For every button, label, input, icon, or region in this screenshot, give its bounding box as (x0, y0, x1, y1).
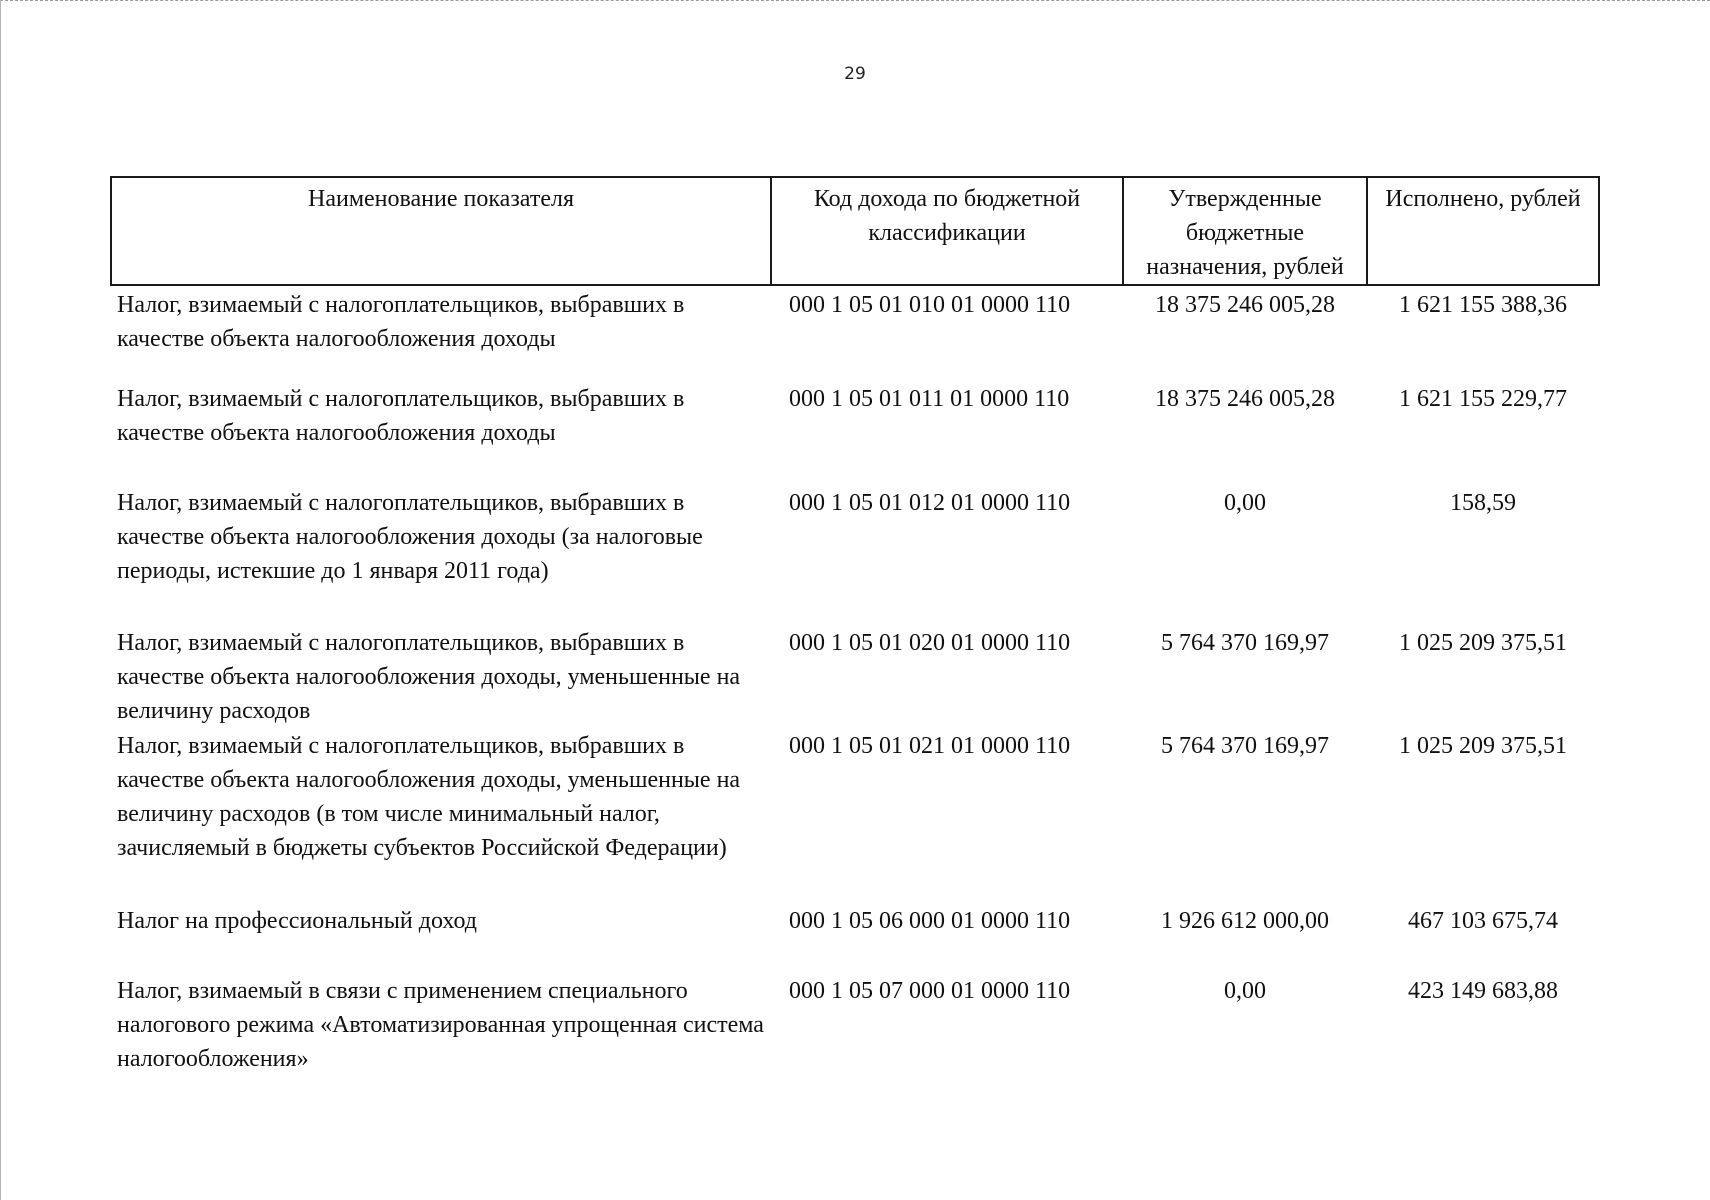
row-revenue-code: 000 1 05 01 020 01 0000 110 (789, 630, 1071, 656)
table-row (111, 904, 1599, 974)
row-executed-amount: 1 025 209 375,51 (1399, 733, 1567, 759)
row-indicator-name: Налог, взимаемый с налогоплательщиков, выбравших в качестве объекта налогообложения доходы, уменьшенные на величину расходов (в том числе минимальный налог, зачисляемый в бюджеты субъектов Российской Федерации) (117, 733, 741, 861)
row-indicator-name: Налог, взимаемый с налогоплательщиков, выбравших в качестве объекта налогообложения доходы, уменьшенные на величину расходов (117, 630, 741, 724)
revenue-table (110, 176, 1600, 1084)
row-approved-amount: 18 375 246 005,28 (1155, 386, 1335, 412)
header-revenue-code: Код дохода по бюджетной классификации (771, 177, 1123, 285)
page-number: 29 (844, 64, 866, 84)
header-indicator-name: Наименование показателя (111, 177, 771, 285)
row-revenue-code: 000 1 05 01 010 01 0000 110 (789, 292, 1071, 318)
table-row (111, 729, 1599, 904)
table-row (111, 382, 1599, 486)
row-approved-amount: 5 764 370 169,97 (1161, 630, 1329, 656)
row-executed-amount: 467 103 675,74 (1408, 908, 1558, 934)
table-row (111, 974, 1599, 1084)
row-revenue-code: 000 1 05 01 021 01 0000 110 (789, 733, 1071, 759)
header-row (111, 177, 1599, 285)
scan-edge-left (0, 0, 3, 1200)
row-revenue-code: 000 1 05 01 012 01 0000 110 (789, 490, 1071, 516)
row-approved-amount: 0,00 (1224, 490, 1266, 516)
table-row (111, 626, 1599, 729)
row-executed-amount: 1 621 155 229,77 (1399, 386, 1567, 412)
table-row (111, 285, 1599, 382)
row-revenue-code: 000 1 05 06 000 01 0000 110 (789, 908, 1071, 934)
table-row (111, 486, 1599, 626)
scan-edge-top (0, 0, 1710, 3)
row-approved-amount: 0,00 (1224, 978, 1266, 1004)
row-revenue-code: 000 1 05 01 011 01 0000 110 (789, 386, 1070, 412)
row-executed-amount: 1 621 155 388,36 (1399, 292, 1567, 318)
row-executed-amount: 423 149 683,88 (1408, 978, 1558, 1004)
header-approved-amount: Утвержденные бюджетные назначения, рублей (1123, 177, 1367, 285)
row-revenue-code: 000 1 05 07 000 01 0000 110 (789, 978, 1071, 1004)
row-approved-amount: 5 764 370 169,97 (1161, 733, 1329, 759)
header-executed-amount: Исполнено, рублей (1367, 177, 1599, 285)
row-approved-amount: 18 375 246 005,28 (1155, 292, 1335, 318)
row-executed-amount: 1 025 209 375,51 (1399, 630, 1567, 656)
row-executed-amount: 158,59 (1450, 490, 1516, 516)
table-header (111, 177, 1599, 285)
row-indicator-name: Налог, взимаемый с налогоплательщиков, выбравших в качестве объекта налогообложения доходы (117, 292, 685, 352)
row-indicator-name: Налог, взимаемый с налогоплательщиков, выбравших в качестве объекта налогообложения доходы (за налоговые периоды, истекшие до 1 января 2011 года) (117, 490, 703, 584)
row-indicator-name: Налог, взимаемый с налогоплательщиков, выбравших в качестве объекта налогообложения доходы (117, 386, 685, 446)
row-approved-amount: 1 926 612 000,00 (1161, 908, 1329, 934)
row-indicator-name: Налог на профессиональный доход (117, 908, 477, 934)
row-indicator-name: Налог, взимаемый в связи с применением специального налогового режима «Автоматизированная упрощенная система налогообложения» (117, 978, 764, 1072)
table-body (111, 285, 1599, 1084)
